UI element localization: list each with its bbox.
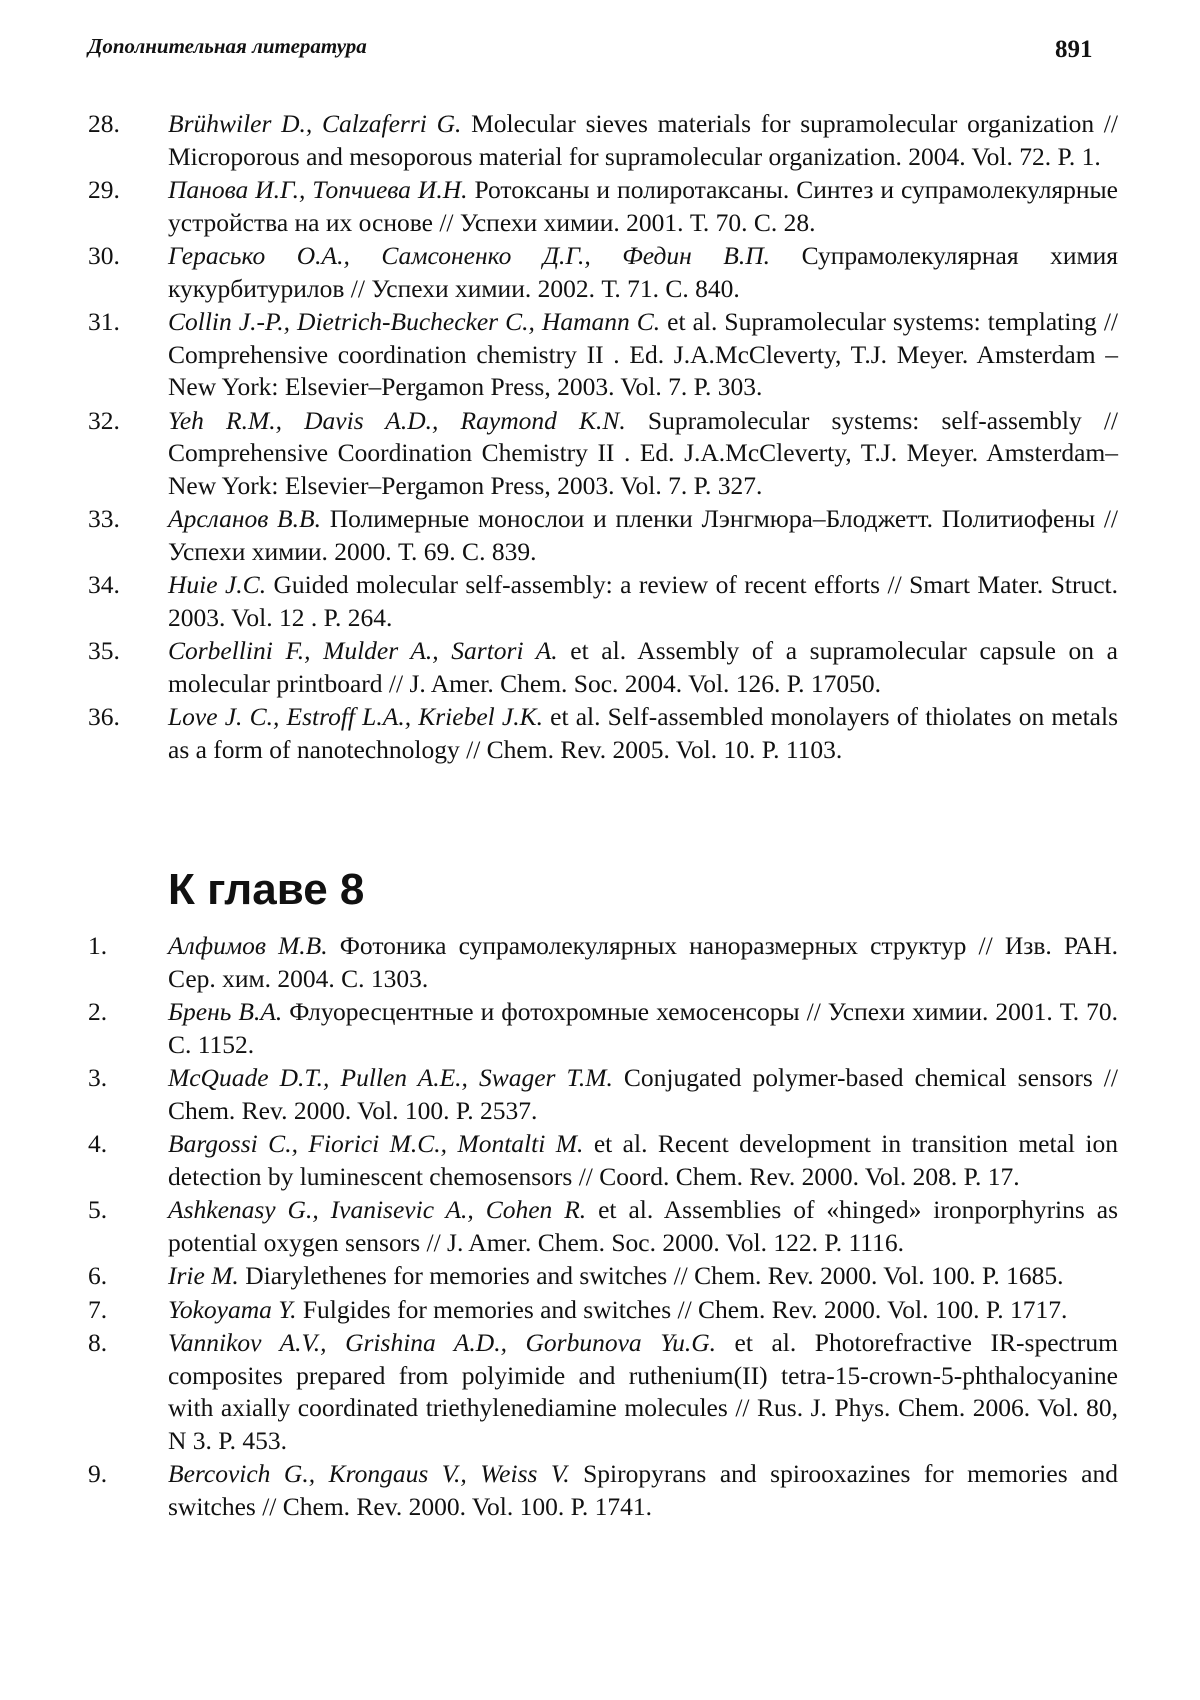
reference-authors: McQuade D.T., Pullen A.E., Swager T.M. [168, 1063, 613, 1092]
reference-text: Супрамолекулярная химия кукурбитурилов // Успехи химии. 2002. Т. 71. С. 840. [168, 241, 1118, 303]
reference-text: Полимерные монослои и пленки Лэнгмюра–Блоджетт. Политиофены // Успехи химии. 2000. Т. 69. С. 839. [168, 504, 1118, 566]
reference-list-part2 [88, 930, 1118, 1524]
reference-text: Conjugated polymer-based chemical sensors // Chem. Rev. 2000. Vol. 100. P. 2537. [168, 1063, 1118, 1125]
reference-authors: Love J. C., Estroff L.A., Kriebel J.K. [168, 702, 543, 731]
reference-body [168, 569, 1118, 634]
reference-item [88, 1128, 1118, 1193]
reference-number: 7. [88, 1294, 168, 1327]
reference-text: Guided molecular self-assembly: a review of recent efforts // Smart Mater. Struct. 2003. Vol. 12 . P. 264. [168, 570, 1118, 632]
reference-body [168, 1128, 1118, 1193]
reference-text: et al. Recent development in transition metal ion detection by luminescent chemosensors // Coord. Chem. Rev. 2000. Vol. 208. P. 17. [168, 1129, 1118, 1191]
reference-item [88, 405, 1118, 503]
reference-item [88, 701, 1118, 766]
reference-number: 33. [88, 503, 168, 568]
reference-number: 5. [88, 1194, 168, 1259]
reference-body [168, 1458, 1118, 1523]
reference-number: 34. [88, 569, 168, 634]
book-page [0, 0, 1200, 1700]
reference-number: 6. [88, 1260, 168, 1293]
reference-body [168, 701, 1118, 766]
reference-text: et al. Assemblies of «hinged» ironporphyrins as potential oxygen sensors // J. Amer. Chem. Soc. 2000. Vol. 122. P. 1116. [168, 1195, 1118, 1257]
reference-body [168, 1327, 1118, 1457]
reference-item [88, 1458, 1118, 1523]
reference-text: Ротоксаны и полиротаксаны. Синтез и супрамолекулярные устройства на их основе // Успехи химии. 2001. Т. 70. С. 28. [168, 175, 1118, 237]
reference-number: 9. [88, 1458, 168, 1523]
reference-text: et al. Self-assembled monolayers of thiolates on metals as a form of nanotechnology // Chem. Rev. 2005. Vol. 10. P. 1103. [168, 702, 1118, 764]
reference-text: Supramolecular systems: self-assembly // Comprehensive Coordination Chemistry II . Ed. J.A.McCleverty, T.J. Meyer. Amsterdam–New York: Elsevier–Pergamon Press, 2003. Vol. 7. P. 327. [168, 406, 1118, 500]
reference-body [168, 240, 1118, 305]
reference-item [88, 174, 1118, 239]
reference-number: 8. [88, 1327, 168, 1457]
reference-body [168, 1294, 1118, 1327]
reference-authors: Brühwiler D., Calzaferri G. [168, 109, 461, 138]
reference-authors: Герасько О.А., Самсоненко Д.Г., Федин В.П. [168, 241, 770, 270]
reference-item [88, 635, 1118, 700]
reference-body [168, 996, 1118, 1061]
reference-body [168, 174, 1118, 239]
reference-number: 3. [88, 1062, 168, 1127]
reference-item [88, 1327, 1118, 1457]
reference-number: 31. [88, 306, 168, 404]
reference-authors: Bercovich G., Krongaus V., Weiss V. [168, 1459, 570, 1488]
reference-authors: Панова И.Г., Топчиева И.Н. [168, 175, 467, 204]
reference-number: 29. [88, 174, 168, 239]
reference-item [88, 1294, 1118, 1327]
reference-authors: Corbellini F., Mulder A., Sartori A. [168, 636, 558, 665]
reference-item [88, 1260, 1118, 1293]
reference-authors: Irie M. [168, 1261, 239, 1290]
page-number: 891 [1055, 36, 1093, 64]
reference-authors: Ashkenasy G., Ivanisevic A., Cohen R. [168, 1195, 586, 1224]
reference-body [168, 1260, 1118, 1293]
reference-body [168, 1194, 1118, 1259]
reference-text: Флуоресцентные и фотохромные хемосенсоры // Успехи химии. 2001. Т. 70. С. 1152. [168, 997, 1118, 1059]
reference-number: 36. [88, 701, 168, 766]
reference-authors: Брень В.А. [168, 997, 282, 1026]
reference-text: et al. Supramolecular systems: templating // Comprehensive coordination chemistry II . Ed. J.A.McCleverty, T.J. Meyer. Amsterdam – New York: Elsevier–Pergamon Press, 2003. Vol. 7. P. 303. [168, 307, 1118, 401]
reference-text: Diarylethenes for memories and switches // Chem. Rev. 2000. Vol. 100. P. 1685. [239, 1261, 1064, 1290]
reference-text: Molecular sieves materials for supramolecular organization // Microporous and mesoporous material for supramolecular organization. 2004. Vol. 72. P. 1. [168, 109, 1118, 171]
reference-number: 30. [88, 240, 168, 305]
reference-text: Фотоника супрамолекулярных наноразмерных структур // Изв. РАН. Сер. хим. 2004. С. 1303. [168, 931, 1118, 993]
reference-item [88, 930, 1118, 995]
reference-item [88, 240, 1118, 305]
reference-text: et al. Photorefractive IR-spectrum composites prepared from polyimide and ruthenium(II) tetra-15-crown-5-phthalocyanine with axially coordinated triethylenediamine molecules // Rus. J. Phys. Chem. 2006. Vol. 80, N 3. P. 453. [168, 1328, 1118, 1455]
reference-body [168, 503, 1118, 568]
reference-authors: Алфимов М.В. [168, 931, 328, 960]
reference-authors: Yokoyama Y. [168, 1295, 296, 1324]
reference-text: Spiropyrans and spirooxazines for memories and switches // Chem. Rev. 2000. Vol. 100. P. 1741. [168, 1459, 1118, 1521]
reference-body [168, 635, 1118, 700]
reference-number: 4. [88, 1128, 168, 1193]
reference-authors: Collin J.-P., Dietrich-Buchecker C., Hamann C. [168, 307, 660, 336]
reference-item [88, 503, 1118, 568]
reference-item [88, 569, 1118, 634]
reference-number: 35. [88, 635, 168, 700]
reference-text: et al. Assembly of a supramolecular capsule on a molecular printboard // J. Amer. Chem. Soc. 2004. Vol. 126. P. 17050. [168, 636, 1118, 698]
reference-list-part1 [88, 108, 1118, 767]
reference-authors: Vannikov A.V., Grishina A.D., Gorbunova Yu.G. [168, 1328, 716, 1357]
reference-item [88, 1194, 1118, 1259]
reference-number: 28. [88, 108, 168, 173]
reference-authors: Huie J.C. [168, 570, 266, 599]
reference-authors: Yeh R.M., Davis A.D., Raymond K.N. [168, 406, 626, 435]
reference-body [168, 930, 1118, 995]
reference-item [88, 996, 1118, 1061]
reference-body [168, 405, 1118, 503]
reference-body [168, 108, 1118, 173]
reference-body [168, 1062, 1118, 1127]
chapter-heading: К главе 8 [168, 865, 364, 915]
running-title: Дополнительная литература [88, 34, 367, 59]
reference-body [168, 306, 1118, 404]
reference-item [88, 1062, 1118, 1127]
reference-number: 1. [88, 930, 168, 995]
reference-authors: Bargossi C., Fiorici M.C., Montalti M. [168, 1129, 583, 1158]
reference-number: 32. [88, 405, 168, 503]
reference-text: Fulgides for memories and switches // Chem. Rev. 2000. Vol. 100. P. 1717. [296, 1295, 1067, 1324]
reference-number: 2. [88, 996, 168, 1061]
reference-item [88, 108, 1118, 173]
reference-item [88, 306, 1118, 404]
reference-authors: Арсланов В.В. [168, 504, 321, 533]
